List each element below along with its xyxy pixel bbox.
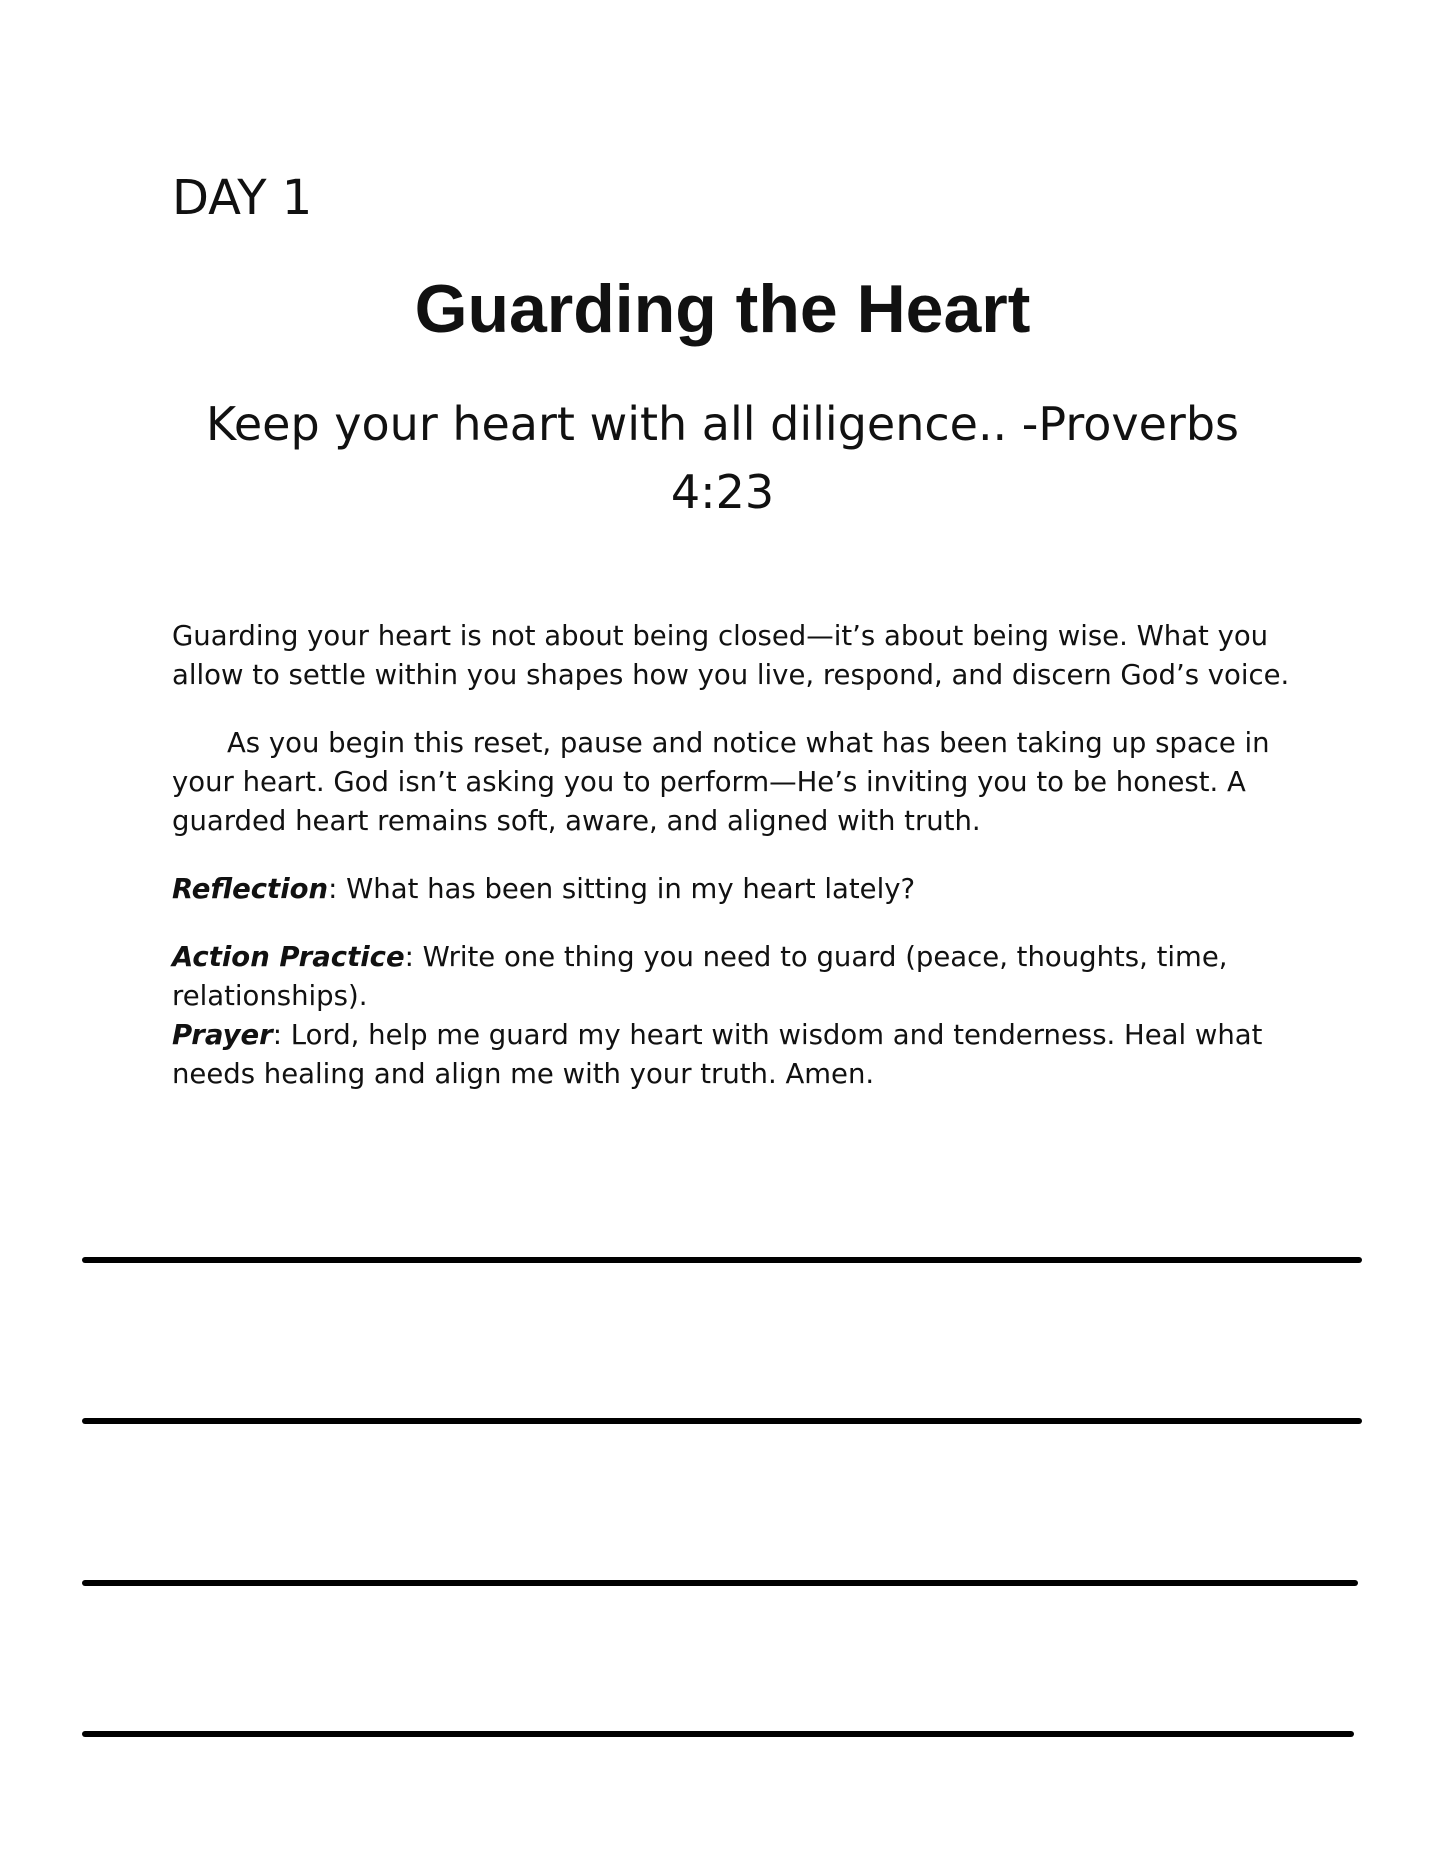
prayer (172, 1016, 1312, 1094)
action-label: Action Practice (172, 941, 405, 973)
reflection-label: Reflection (172, 873, 329, 905)
scripture-verse: Keep your heart with all diligence.. -Proverbs 4:23 (206, 397, 1239, 519)
action-text: : Write one thing you need to guard (peace, thoughts, time, relationships). (172, 941, 1228, 1012)
writing-line[interactable] (82, 1731, 1354, 1737)
paragraph-intro: Guarding your heart is not about being closed—it’s about being wise. What you allow to settle within you shapes how you live, respond, and discern God’s voice. (172, 620, 1290, 691)
page-title: Guarding the Heart (414, 271, 1031, 347)
reflection-text: : What has been sitting in my heart lately? (328, 873, 916, 905)
day-label: DAY 1 (172, 170, 313, 226)
action-practice (172, 938, 1312, 1016)
writing-line[interactable] (82, 1418, 1362, 1424)
devotional-body (172, 617, 1312, 1123)
writing-line[interactable] (82, 1257, 1362, 1263)
reflection-prompt (172, 870, 1312, 909)
prayer-text: : Lord, help me guard my heart with wisdom and tenderness. Heal what needs healing and align me with your truth. Amen. (172, 1019, 1263, 1090)
writing-line[interactable] (82, 1580, 1358, 1586)
prayer-label: Prayer (172, 1019, 273, 1051)
paragraph-reset: As you begin this reset, pause and notice what has been taking up space in your heart. God isn’t asking you to perform—He’s inviting you to be honest. A guarded heart remains soft, aware, and aligned with truth. (172, 727, 1270, 837)
